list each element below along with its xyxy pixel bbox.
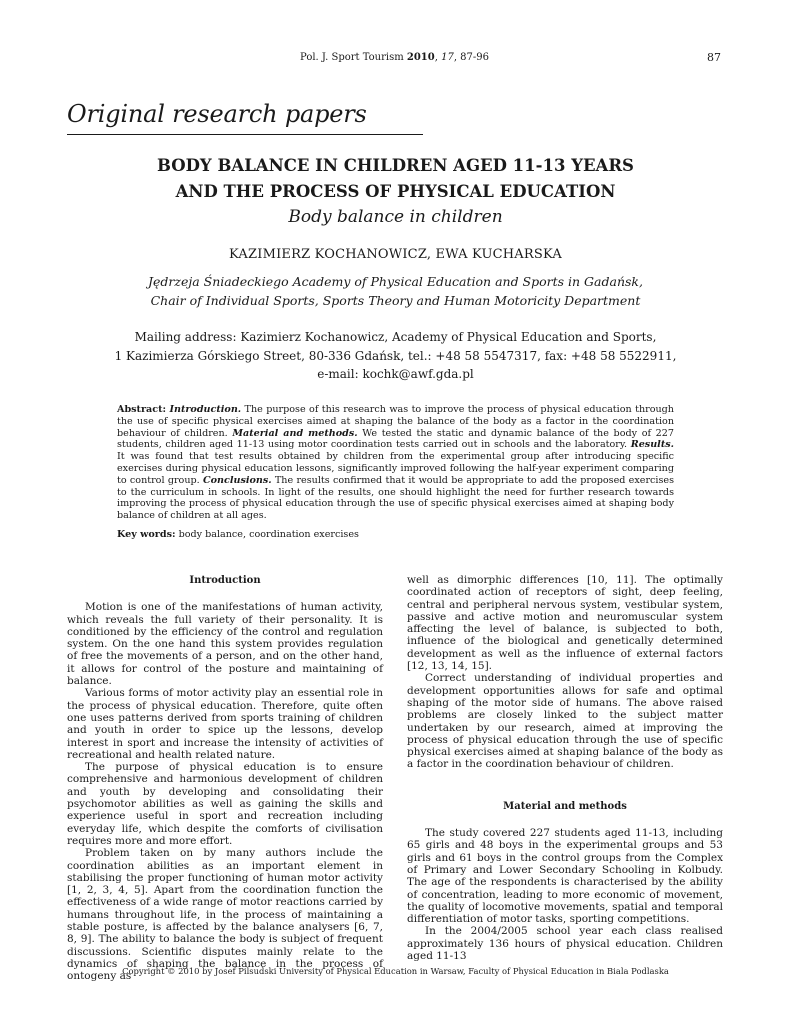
mailing-line-2: 1 Kazimierza Górskiego Street, 80-336 Gdańsk, tel.: +48 58 5547317, fax: +48 58 5522911,	[114, 348, 677, 363]
journal-volume: 17	[441, 52, 454, 63]
paragraph: The study covered 227 students aged 11-13, including 65 girls and 48 boys in the experimental groups and 53 girls and 61 boys in the control groups from the Complex of Primary and Lower Secondary Schooling in Kolbudy. The age of the respondents is characterised by the ability of concentration, leading to more economic of movement, the quality of locomotive movements, spatial and temporal differentiation of motor tasks, sporting competitions.	[407, 827, 723, 926]
methods-heading: Material and methods	[503, 800, 627, 812]
mailing-email: e-mail: kochk@awf.gda.pl	[317, 367, 474, 381]
introduction-heading: Introduction	[189, 575, 261, 586]
keywords-label: Key words:	[117, 529, 176, 540]
left-column	[67, 575, 383, 983]
journal-pages: , 87-96	[453, 52, 489, 63]
journal-year: 2010	[406, 52, 435, 63]
abstract-intro-label: Introduction.	[169, 404, 242, 415]
copyright-footer: Copyright © 2010 by Josef Pilsudski University of Physical Education in Warsaw, Faculty of Physical Education in Biala Podlaska	[122, 966, 669, 976]
affiliation-line-1: Jędrzeja Śniadeckiego Academy of Physical Education and Sports in Gadańsk,	[148, 274, 643, 289]
paragraph: Various forms of motor activity play an essential role in the process of physical education. Therefore, quite often one uses patterns derived from sports training of children and youth in order to spice up the lessons, develop interest in sport and increase the intensity of activities of recreational and health related nature.	[67, 687, 383, 761]
abstract-intro-text: The purpose of this research was to improve the process of physical education through the use of specific physical exercises aimed at shaping the balance of the body as a factor in the coordination behaviour of children.	[117, 404, 674, 439]
title-line-1: BODY BALANCE IN CHILDREN AGED 11-13 YEARS	[157, 156, 634, 175]
keywords-text: body balance, coordination exercises	[175, 529, 359, 540]
abstract-conclusions-text: The results confirmed that it would be appropriate to add the proposed exercises to the curriculum in schools. In light of the results, one should highlight the need for further research towards improving the process of physical education through the use of specific physical exercises aimed at shaping body balance of children at all ages.	[117, 474, 674, 522]
abstract-results-text: It was found that test results obtained by children from the experimental group after introducing specific exercises during physical education lessons, significantly improved following the half-year experiment comparing to control group.	[117, 451, 674, 486]
paragraph: In the 2004/2005 school year each class realised approximately 136 hours of physical education. Children aged 11-13	[407, 925, 723, 963]
authors: KAZIMIERZ KOCHANOWICZ, EWA KUCHARSKA	[229, 247, 562, 262]
paragraph: Motion is one of the manifestations of human activity, which reveals the full variety of their personality. It is conditioned by the efficiency of the control and regulation system. On the one hand this system provides regulation of free the movements of a person, and on the other hand, it allows for control of the posture and maintaining of balance.	[67, 601, 383, 688]
banner-rule	[67, 134, 423, 135]
paragraph-continued: well as dimorphic differences [10, 11]. The optimally coordinated action of receptors of sight, deep feeling, central and peripheral nervous system, vestibular system, passive and active motion and neuromuscular system affecting the level of balance, is subjected to both, influence of the biological and genetically determined development as well as the influence of external factors [12, 13, 14, 15].	[407, 574, 723, 673]
journal-citation: Pol. J. Sport Tourism 2010, 17, 87-96	[300, 52, 489, 63]
paragraph: Problem taken on by many authors include the coordination abilities as an important element in stabilising the proper functioning of human motor activity [1, 2, 3, 4, 5]. Apart from the coordination function the effectiveness of a wide range of motor reactions carried by humans throughout life, in the process of maintaining a stable posture, is affected by the balance analysers [6, 7, 8, 9]. The ability to balance the body is subject of frequent discussions. Scientific disputes mainly relate to the dynamics of shaping the balance in the process of ontogeny as	[67, 847, 383, 983]
right-column	[407, 574, 723, 962]
abstract	[117, 404, 674, 522]
title-line-2: AND THE PROCESS OF PHYSICAL EDUCATION	[175, 182, 616, 201]
abstract-label: Abstract:	[117, 404, 167, 415]
mailing-address	[0, 328, 791, 384]
page-number: 87	[707, 51, 721, 64]
mailing-line-1: Mailing address: Kazimierz Kochanowicz, Academy of Physical Education and Sports,	[134, 330, 657, 344]
abstract-conclusions-label: Conclusions.	[202, 474, 272, 486]
keywords	[117, 529, 359, 540]
abstract-results-label: Results.	[630, 439, 674, 451]
abstract-methods-label: Material and methods.	[232, 427, 358, 439]
affiliation	[0, 272, 791, 310]
section-banner: Original research papers	[67, 100, 367, 128]
paper-subtitle: Body balance in children	[288, 207, 503, 227]
abstract-methods-text: We tested the static and dynamic balance of the body of 227 students, children aged 11-13 using motor coordination tests carried out in schools and the laboratory.	[117, 427, 674, 451]
paper-title	[0, 153, 791, 205]
paragraph: Correct understanding of individual properties and development opportunities allows for safe and optimal shaping of the motor side of humans. The above raised problems are closely linked to the subject matter undertaken by our research, aimed at improving the process of physical education through the use of specific physical exercises aimed at shaping balance of the body as a factor in the coordination behaviour of children.	[407, 672, 723, 771]
affiliation-line-2: Chair of Individual Sports, Sports Theory and Human Motoricity Department	[150, 293, 641, 308]
journal-name: Pol. J. Sport Tourism	[300, 52, 407, 63]
paragraph: The purpose of physical education is to ensure comprehensive and harmonious development of children and youth by developing and consolidating their psychomotor abilities as well as gaining the skills and experience useful in sport and recreation including everyday life, which despite the comforts of civilisation requires more and more effort.	[67, 761, 383, 847]
